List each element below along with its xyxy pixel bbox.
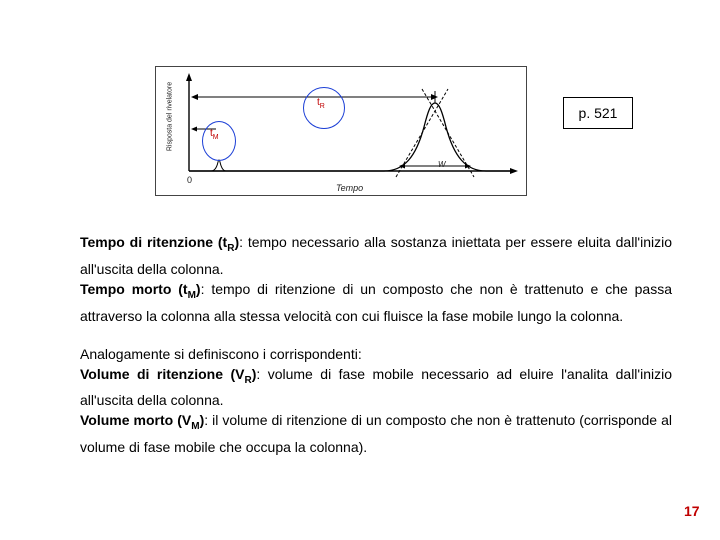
paragraph-tempo-morto: Tempo morto $(t_M)$: tempo di ritenzione di un composto che non è trattenuto e che passa attraverso la colonna alla stessa velocità con cui fluisce la fase mobile lungo la colonna.	[80, 280, 672, 324]
body-text	[80, 232, 672, 457]
tm-highlight-ellipse	[202, 121, 236, 161]
page-reference-box: p. 521	[563, 97, 633, 129]
page-number: 17	[684, 503, 700, 519]
width-label: W	[438, 160, 446, 169]
paragraph-volume-morto: Volume morto $(V_M)$: il volume di ritenzione di un composto che non è trattenuto (corrisponde al volume di fase mobile che occupa la colonna).	[80, 412, 672, 456]
tm-label: $t_M$	[210, 128, 219, 141]
y-axis-label: Risposta del rivelatore	[166, 81, 174, 152]
origin-label: 0	[187, 175, 193, 185]
tr-label: $t_R$	[317, 97, 325, 110]
paragraph-tempo-ritenzione: Tempo di ritenzione $(t_R)$: tempo necessario alla sostanza iniettata per essere eluita dall'inizio all'uscita della colonna.	[80, 234, 673, 277]
paragraph-intro-volumi: Analogamente si definiscono i corrispondenti:	[80, 345, 362, 362]
x-axis-label: Tempo	[336, 183, 364, 193]
paragraph-volume-ritenzione: Volume di ritenzione $(V_R)$: volume di fase mobile necessario ad eluire l'analita dall'inizio all'uscita della colonna.	[80, 365, 672, 409]
